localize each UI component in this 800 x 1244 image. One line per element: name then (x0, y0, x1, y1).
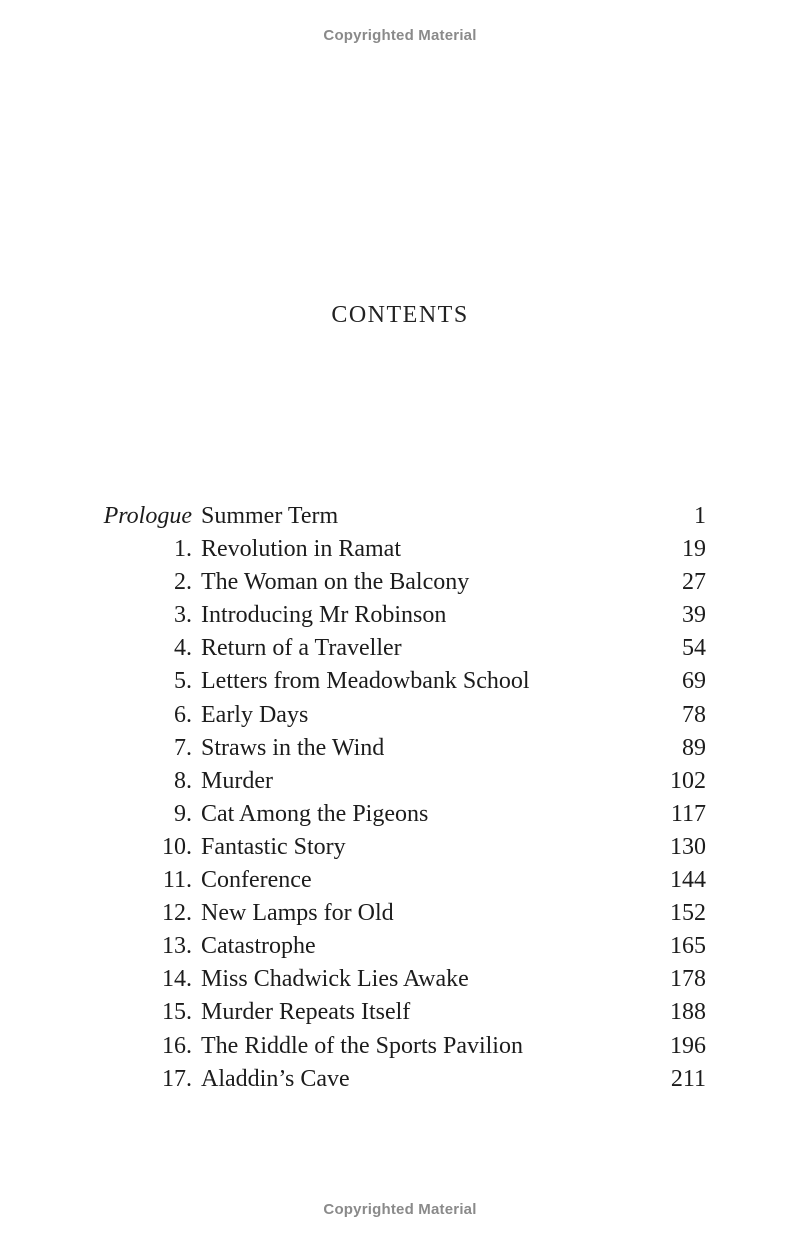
toc-entry (96, 1063, 708, 1096)
toc-entry (96, 930, 708, 963)
toc-entry-title: Murder Repeats Itself (201, 999, 411, 1026)
toc-entry-number: 10. (162, 833, 192, 860)
toc-entry (96, 897, 708, 930)
toc-entry-title: Early Days (201, 701, 309, 728)
toc-entry-number: 2. (174, 569, 192, 596)
toc-entry-number: 6. (174, 701, 192, 728)
toc-entry-title: Summer Term (201, 503, 339, 529)
toc-entry-page: 188 (670, 999, 706, 1026)
toc-entry-number: 3. (174, 602, 192, 629)
toc-entry-page: 69 (682, 668, 706, 695)
toc-entry-page: 1 (694, 503, 706, 529)
toc-entry-title: Conference (201, 867, 312, 894)
toc-entry-title: Return of a Traveller (201, 635, 402, 662)
toc-entry-number: 9. (174, 800, 192, 827)
table-of-contents (96, 500, 708, 1096)
toc-entry-page: 196 (670, 1032, 706, 1059)
toc-entry-page: 130 (670, 833, 706, 860)
toc-entry-title: Letters from Meadowbank School (201, 668, 530, 695)
toc-entry-title: Cat Among the Pigeons (201, 800, 429, 827)
toc-entry-page: 39 (682, 602, 706, 629)
toc-entry (96, 732, 708, 765)
toc-entry-title: The Woman on the Balcony (201, 569, 470, 596)
toc-entry (96, 996, 708, 1029)
toc-entry-page: 165 (670, 933, 706, 960)
toc-entry-number: 15. (162, 999, 192, 1026)
toc-entry-page: 54 (682, 635, 706, 662)
toc-entry (96, 699, 708, 732)
toc-entry-title: Fantastic Story (201, 833, 346, 860)
toc-entry (96, 599, 708, 632)
copyright-watermark-bottom: Copyrighted Material (323, 1201, 477, 1218)
toc-entry-title: Catastrophe (201, 933, 316, 960)
toc-entry-page: 102 (670, 767, 706, 794)
toc-entry-title: Aladdin’s Cave (201, 1065, 350, 1092)
toc-entry-title: Straws in the Wind (201, 734, 385, 761)
toc-entry (96, 765, 708, 798)
toc-entry (96, 566, 708, 599)
toc-entry-number: 4. (174, 635, 192, 662)
toc-entry-number: 11. (162, 867, 192, 894)
toc-entry (96, 533, 708, 566)
toc-entry-page: 211 (670, 1065, 706, 1092)
toc-entry (96, 500, 708, 533)
toc-entry (96, 665, 708, 698)
toc-entry-title: New Lamps for Old (201, 900, 394, 927)
toc-entry-number: 1. (174, 536, 192, 563)
toc-entry-number: 16. (162, 1032, 192, 1059)
toc-entry-number: 17. (162, 1065, 192, 1092)
toc-entry (96, 632, 708, 665)
toc-entry-number: 5. (174, 668, 192, 695)
copyright-watermark-top: Copyrighted Material (323, 27, 477, 44)
toc-entry-title: Murder (201, 767, 273, 794)
toc-entry (96, 963, 708, 996)
toc-entry-title: The Riddle of the Sports Pavilion (201, 1032, 523, 1059)
toc-entry-number: Prologue (103, 503, 192, 529)
toc-entry-page: 117 (670, 800, 706, 827)
page-title: CONTENTS (331, 302, 469, 328)
toc-entry-title: Introducing Mr Robinson (201, 602, 447, 629)
toc-entry-page: 152 (670, 900, 706, 927)
toc-entry (96, 1030, 708, 1063)
toc-entry-page: 27 (682, 569, 706, 596)
toc-entry-title: Miss Chadwick Lies Awake (201, 966, 469, 993)
toc-entry-page: 144 (670, 867, 706, 894)
toc-entry-page: 178 (670, 966, 706, 993)
toc-entry-number: 14. (162, 966, 192, 993)
toc-entry (96, 864, 708, 897)
toc-entry-number: 7. (174, 734, 192, 761)
toc-entry (96, 831, 708, 864)
toc-entry-number: 8. (174, 767, 192, 794)
toc-entry-number: 13. (162, 933, 192, 960)
toc-entry-page: 78 (682, 701, 706, 728)
toc-entry (96, 798, 708, 831)
toc-entry-number: 12. (162, 900, 192, 927)
toc-entry-title: Revolution in Ramat (201, 536, 401, 563)
toc-entry-page: 89 (682, 734, 706, 761)
toc-entry-page: 19 (682, 536, 706, 563)
